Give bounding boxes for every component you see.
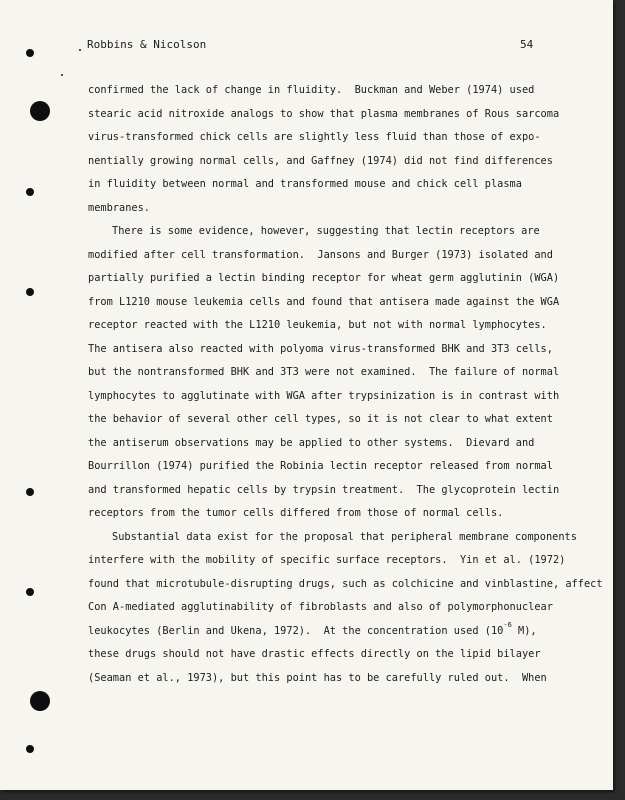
text-line: receptor reacted with the L1210 leukemia, but not with normal lymphocytes.: [88, 319, 547, 331]
body-text: [88, 79, 603, 690]
text-line: confirmed the lack of change in fluidity. Buckman and Weber (1974) used: [88, 84, 535, 96]
page-number: 54: [520, 38, 534, 51]
running-header-authors: Robbins & Nicolson: [87, 38, 207, 51]
text-line: these drugs should not have drastic effects directly on the lipid bilayer: [88, 648, 541, 660]
text-line: nentially growing normal cells, and Gaffney (1974) did not find differences: [88, 154, 553, 167]
text-segment: M),: [511, 624, 537, 637]
text-line-with-exponent: [88, 620, 588, 644]
text-line: Con A-mediated agglutinability of fibroblasts and also of polymorphonuclear: [88, 601, 553, 613]
binder-hole: [26, 288, 34, 296]
text-line: modified after cell transformation. Jansons and Burger (1973) isolated and: [88, 248, 553, 261]
text-line: virus-transformed chick cells are slightly less fluid than those of expo-: [88, 131, 541, 143]
text-line: from L1210 mouse leukemia cells and found that antisera made against the WGA: [88, 295, 560, 308]
pen-mark: [61, 74, 63, 76]
binder-hole: [26, 745, 34, 753]
exponent: -6: [503, 620, 512, 629]
text-line: partially purified a lectin binding receptor for wheat germ agglutinin (WGA): [88, 272, 560, 284]
text-line: stearic acid nitroxide analogs to show that plasma membranes of Rous sarcoma: [88, 107, 560, 120]
binder-hole-large: [30, 691, 50, 711]
text-line: found that microtubule-disrupting drugs, such as colchicine and vinblastine, affect: [88, 577, 603, 590]
text-line: There is some evidence, however, suggesting that lectin receptors are: [112, 225, 540, 237]
text-line: the antiserum observations may be applied to other systems. Dievard and: [88, 436, 535, 449]
text-line: Bourrillon (1974) purified the Robinia lectin receptor released from normal: [88, 460, 553, 472]
text-line: but the nontransformed BHK and 3T3 were not examined. The failure of normal: [88, 366, 560, 378]
text-line: lymphocytes to agglutinate with WGA after trypsinization is in contrast with: [88, 389, 560, 402]
text-line: Substantial data exist for the proposal that peripheral membrane components: [112, 530, 577, 543]
text-line: membranes.: [88, 201, 150, 214]
text-segment: leukocytes (Berlin and Ukena, 1972). At the concentration used (10: [88, 624, 504, 637]
text-line: in fluidity between normal and transformed mouse and chick cell plasma: [88, 178, 522, 190]
text-line: and transformed hepatic cells by trypsin treatment. The glycoprotein lectin: [88, 483, 560, 496]
binder-hole: [26, 49, 34, 57]
binder-hole: [26, 588, 34, 596]
text-line: The antisera also reacted with polyoma virus-transformed BHK and 3T3 cells,: [88, 342, 553, 355]
binder-hole: [26, 188, 34, 196]
pen-mark: [79, 49, 81, 51]
text-line: (Seaman et al., 1973), but this point has to be carefully ruled out. When: [88, 671, 547, 684]
text-line: receptors from the tumor cells differed from those of normal cells.: [88, 507, 504, 519]
binder-hole: [26, 488, 34, 496]
binder-hole-large: [30, 101, 50, 121]
text-line: interfere with the mobility of specific surface receptors. Yin et al. (1972): [88, 554, 566, 566]
text-line: the behavior of several other cell types, so it is not clear to what extent: [88, 413, 553, 425]
